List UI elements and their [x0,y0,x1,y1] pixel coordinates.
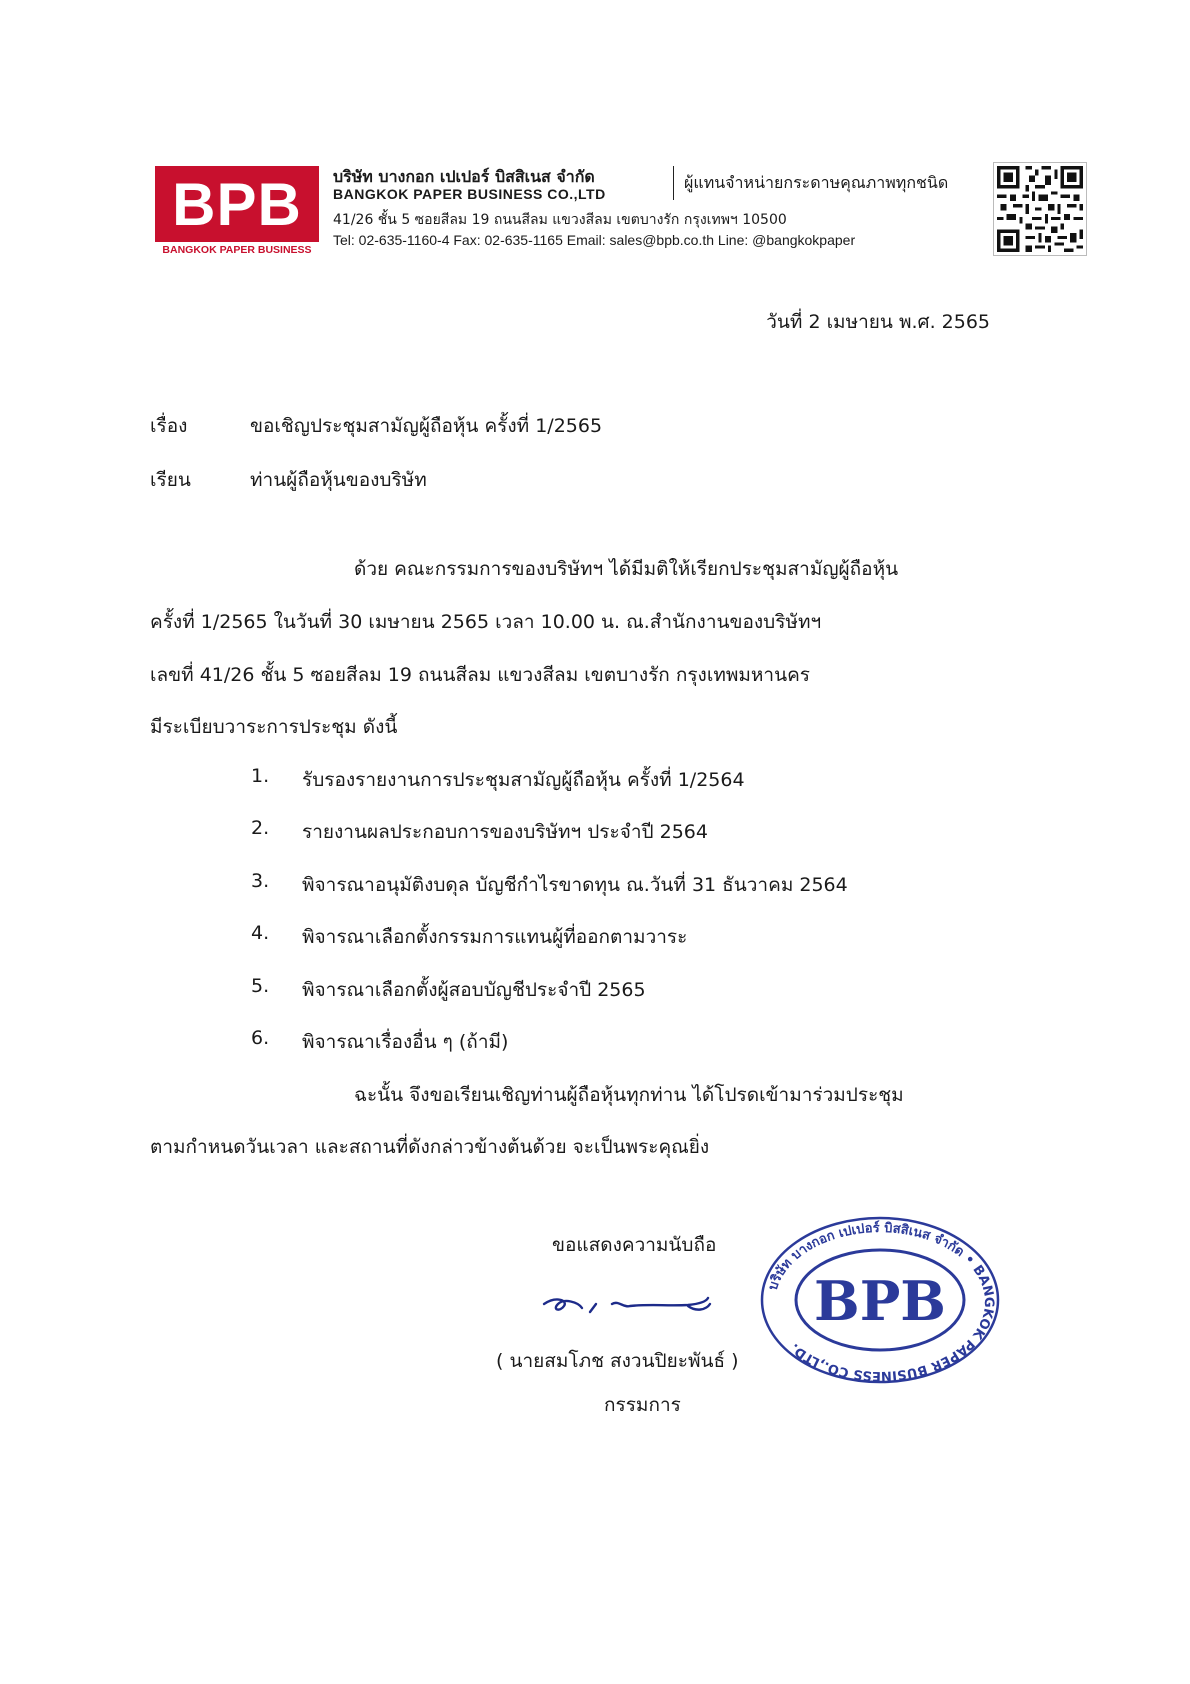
company-name-en: BANGKOK PAPER BUSINESS CO.,LTD [333,186,606,202]
company-name-th: บริษัท บางกอก เปเปอร์ บิสสิเนส จำกัด [333,167,595,186]
agenda-number: 5. [251,975,270,997]
company-logo: BPB [155,166,319,242]
agenda-item: รับรองรายงานการประชุมสามัญผู้ถือหุ้น ครั้งที่ 1/2564 [302,769,745,791]
svg-text:BPB: BPB [814,1269,946,1333]
agenda-item: รายงานผลประกอบการของบริษัทฯ ประจำปี 2564 [302,821,708,843]
subject-text: ขอเชิญประชุมสามัญผู้ถือหุ้น ครั้งที่ 1/2565 [250,415,603,437]
svg-text:บริษัท บางกอก เปเปอร์ บิสสิเนส: บริษัท บางกอก เปเปอร์ บิสสิเนส จำกัด • BANGKOK PAPER BUSINESS CO.,LTD. [765,1220,997,1384]
intro-line: เลขที่ 41/26 ชั้น 5 ซอยสีลม 19 ถนนสีลม แขวงสีลม เขตบางรัก กรุงเทพมหานคร [150,664,810,686]
letter-date: วันที่ 2 เมษายน พ.ศ. 2565 [766,311,990,333]
recipient-text: ท่านผู้ถือหุ้นของบริษัท [250,469,427,491]
agenda-item: พิจารณาเลือกตั้งกรรมการแทนผู้ที่ออกตามวาระ [302,926,688,948]
header-divider [673,166,674,200]
closing-line: ฉะนั้น จึงขอเรียนเชิญท่านผู้ถือหุ้นทุกท่าน ได้โปรดเข้ามาร่วมประชุม [354,1084,904,1106]
handwritten-signature [538,1286,718,1326]
agenda-item: พิจารณาอนุมัติงบดุล บัญชีกำไรขาดทุน ณ.วันที่ 31 ธันวาคม 2564 [302,874,848,896]
company-address: 41/26 ชั้น 5 ซอยสีลม 19 ถนนสีลม แขวงสีลม เขตบางรัก กรุงเทพฯ 10500 [333,212,787,228]
closing-line: ตามกำหนดวันเวลา และสถานที่ดังกล่าวข้างต้นด้วย จะเป็นพระคุณยิ่ง [150,1136,710,1158]
agenda-item: พิจารณาเรื่องอื่น ๆ (ถ้ามี) [302,1031,509,1053]
signer-name: ( นายสมโภช สงวนปิยะพันธ์ ) [496,1350,739,1372]
recipient-label: เรียน [150,469,191,491]
qr-code-icon [993,162,1087,256]
agenda-number: 6. [251,1027,270,1049]
agenda-item: พิจารณาเลือกตั้งผู้สอบบัญชีประจำปี 2565 [302,979,646,1001]
company-tagline: ผู้แทนจำหน่ายกระดาษคุณภาพทุกชนิด [684,173,949,192]
intro-line: มีระเบียบวาระการประชุม ดังนี้ [150,716,398,738]
agenda-number: 4. [251,922,270,944]
subject-label: เรื่อง [150,415,188,437]
regards-text: ขอแสดงความนับถือ [552,1234,717,1256]
signer-position: กรรมการ [604,1394,681,1416]
company-contact: Tel: 02-635-1160-4 Fax: 02-635-1165 Email: sales@bpb.co.th Line: @bangkokpaper [333,232,856,248]
company-stamp-icon [755,1212,1005,1387]
agenda-number: 3. [251,870,270,892]
intro-line: ครั้งที่ 1/2565 ในวันที่ 30 เมษายน 2565 เวลา 10.00 น. ณ.สำนักงานของบริษัทฯ [150,611,822,633]
agenda-number: 2. [251,817,270,839]
intro-line: ด้วย คณะกรรมการของบริษัทฯ ได้มีมติให้เรียกประชุมสามัญผู้ถือหุ้น [354,558,899,580]
agenda-number: 1. [251,765,270,787]
logo-subtitle: BANGKOK PAPER BUSINESS [162,244,312,256]
